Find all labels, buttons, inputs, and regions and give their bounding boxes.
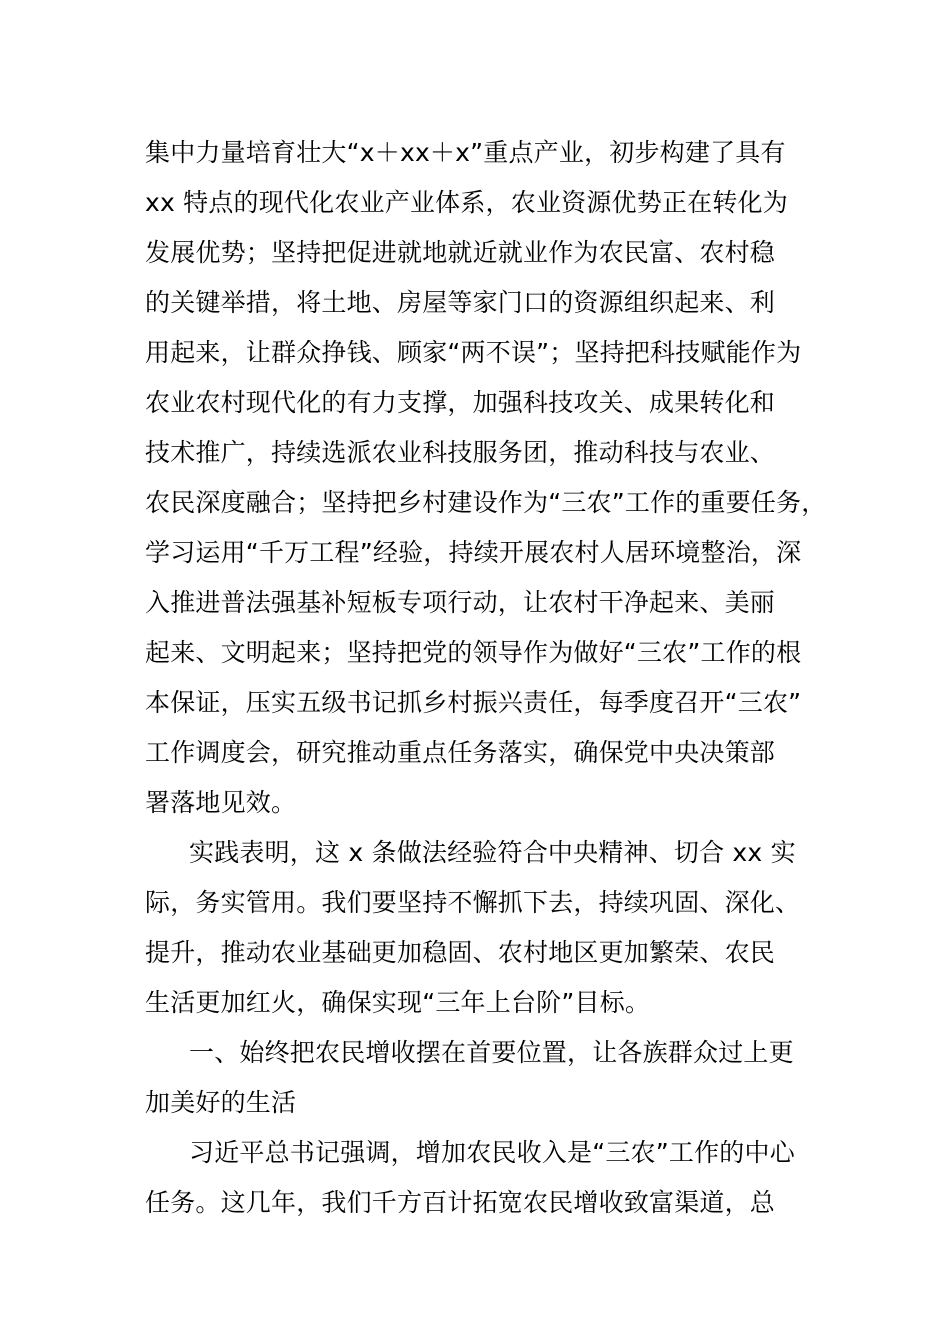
text-line: 技术推广，持续选派农业科技服务团，推动科技与农业、 (145, 438, 776, 467)
text-line: 本保证，压实五级书记抓乡村振兴责任，每季度召开“三农” (145, 688, 802, 717)
text-line: 起来、文明起来；坚持把党的领导作为做好“三农”工作的根 (145, 638, 802, 667)
text-line: 发展优势；坚持把促进就地就近就业作为农民富、农村稳 (145, 238, 776, 267)
text-line: 入推进普法强基补短板专项行动，让农村干净起来、美丽 (145, 588, 776, 617)
text-line: 际，务实管用。我们要坚持不懈抓下去，持续巩固、深化、 (145, 888, 801, 917)
text-line: 任务。这几年，我们千方百计拓宽农民增收致富渠道，总 (145, 1188, 776, 1217)
text-line: 农民深度融合；坚持把乡村建设作为“三农”工作的重要任务， (145, 488, 827, 517)
body-text (145, 128, 835, 1228)
text-line: 习近平总书记强调，增加农民收入是“三农”工作的中心 (189, 1138, 795, 1167)
section-heading: 一、始终把农民增收摆在首要位置，让各族群众过上更 (189, 1038, 794, 1067)
text-line: 农业农村现代化的有力支撑，加强科技攻关、成果转化和 (145, 388, 776, 417)
text-line: 用起来，让群众挣钱、顾家“两不误”；坚持把科技赋能作为 (145, 338, 802, 367)
text-line: 署落地见效。 (145, 788, 297, 817)
text-line: 实践表明，这 x 条做法经验符合中央精神、切合 xx 实 (189, 838, 796, 867)
text-line: xx 特点的现代化农业产业体系，农业资源优势正在转化为 (145, 188, 788, 217)
text-line: 提升，推动农业基础更加稳固、农村地区更加繁荣、农民 (145, 938, 776, 967)
text-line: 学习运用“千万工程”经验，持续开展农村人居环境整治，深 (145, 538, 802, 567)
section-heading: 加美好的生活 (145, 1088, 297, 1117)
text-line: 生活更加红火，确保实现“三年上台阶”目标。 (145, 988, 651, 1017)
text-line: 工作调度会，研究推动重点任务落实，确保党中央决策部 (145, 738, 776, 767)
text-line: 的关键举措，将土地、房屋等家门口的资源组织起来、利 (145, 288, 776, 317)
text-line: 集中力量培育壮大“x＋xx＋x”重点产业，初步构建了具有 (145, 138, 786, 167)
